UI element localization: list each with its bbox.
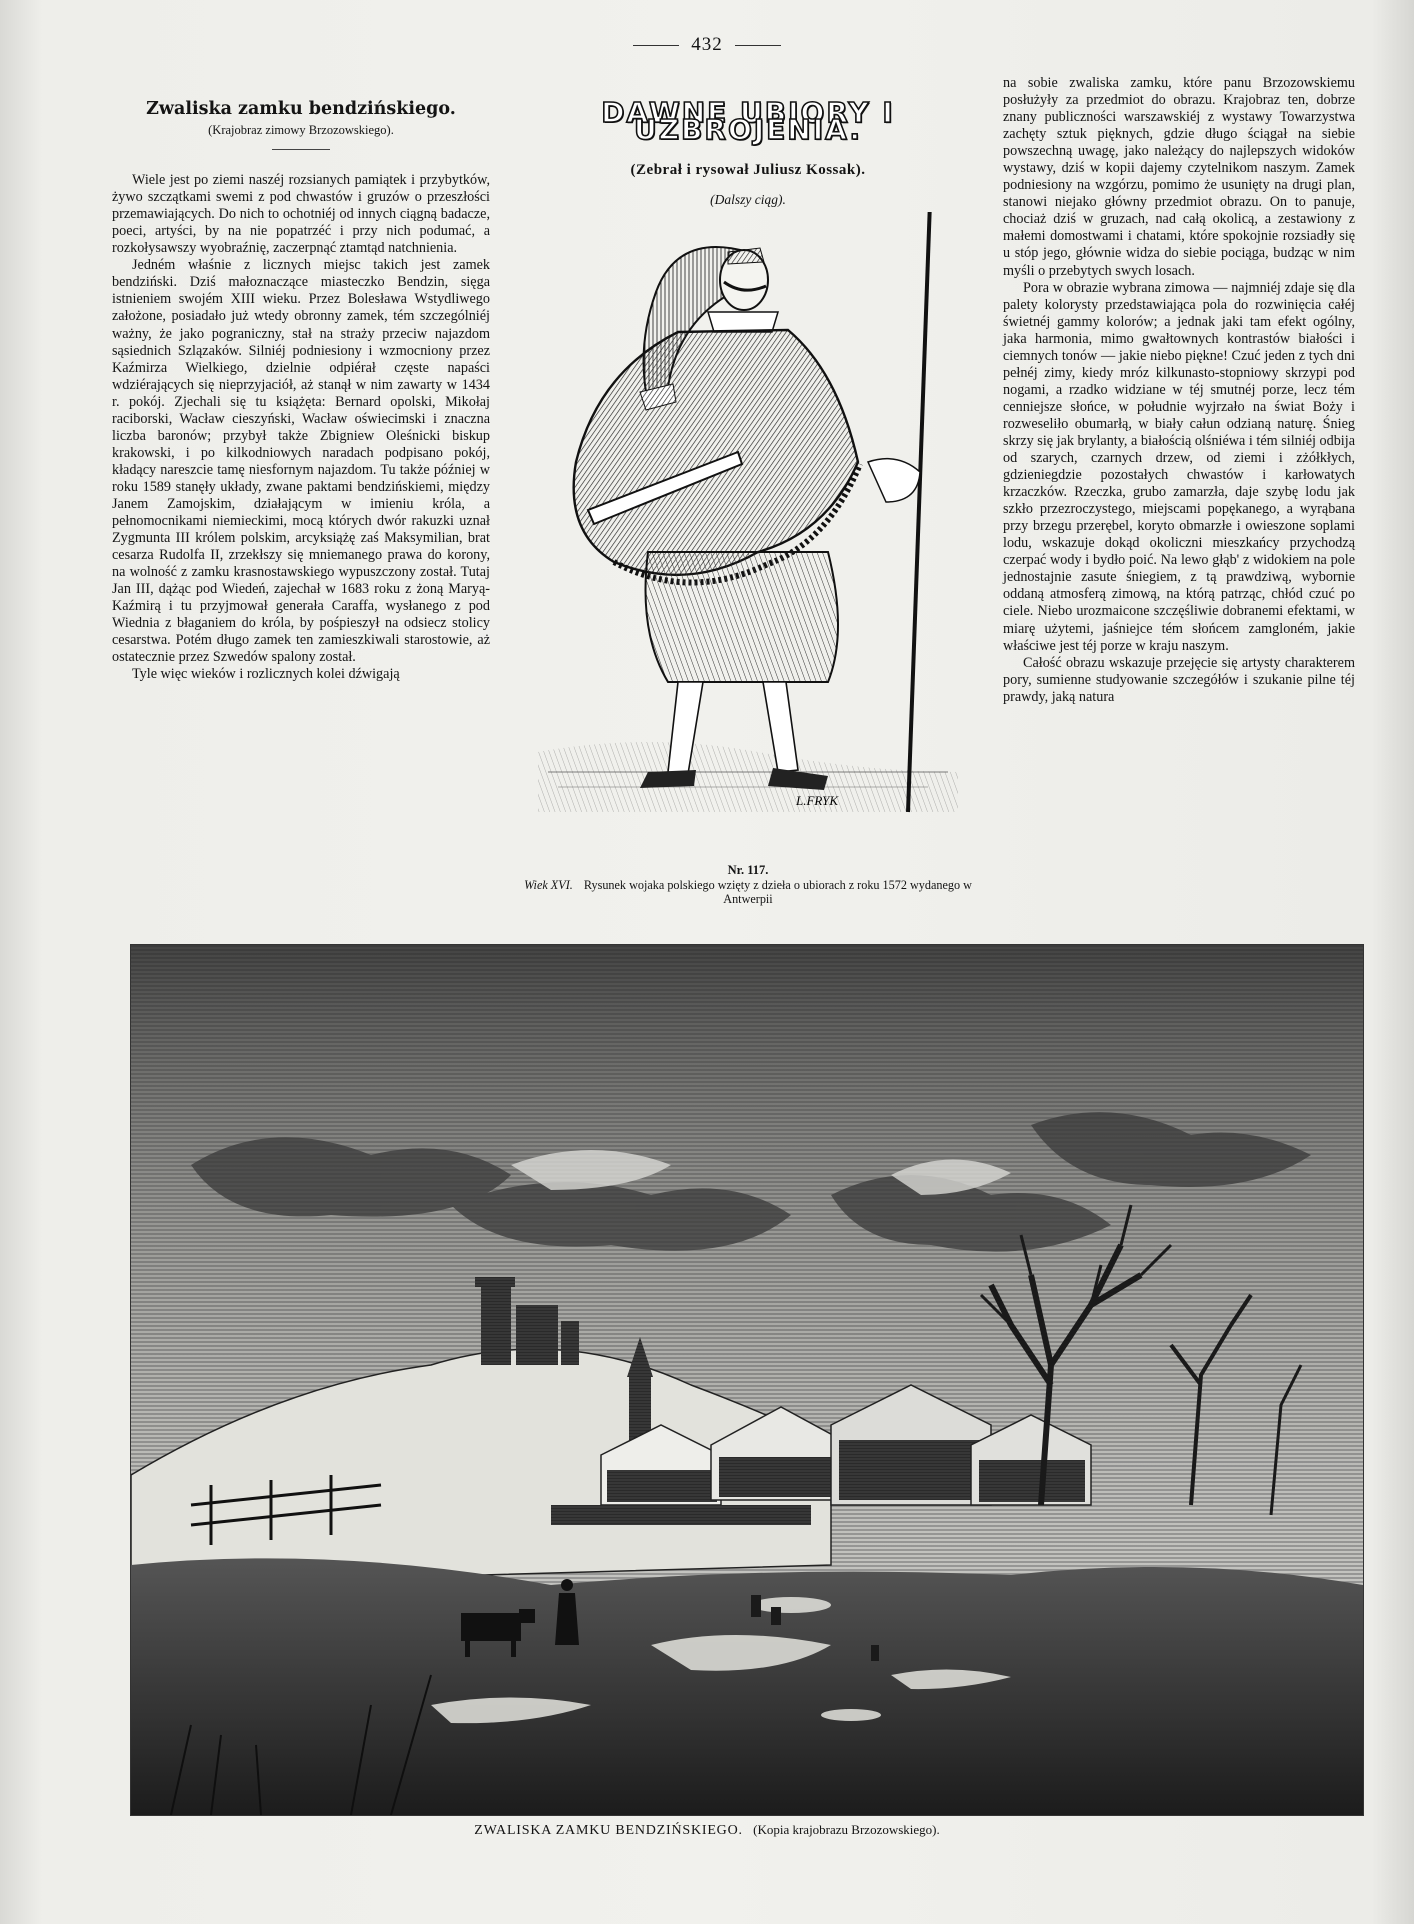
article-title: Zwaliska zamku bendzińskiego. <box>146 99 456 119</box>
series-credit: (Zebrał i rysował Juliusz Kossak). <box>630 162 866 179</box>
figure-era: Wiek XVI. <box>524 878 573 892</box>
left-column <box>112 97 490 684</box>
ruff-collar <box>708 312 778 332</box>
series-title: DAWNE UBIORY I UZBROJENIA. <box>601 96 895 147</box>
tunic <box>646 552 839 682</box>
wooden-bridge <box>551 1505 811 1525</box>
paragraph: Jedném właśnie z licznych miejsc takich jest zamek bendziński. Dziś małoznaczące miasteczko Bendzin, sięga istnieniem swojém XIII wieku. Przez Bolesława Wstydliwego założone, posiadało już wtedy obronny zamek, tém szczególniéj ważny, że jako pograniczny, stał na straży przeciw najazdom sąsiednich Szlązaków. Silniéj podniesiony i wzmocniony przez Kaźmirza Wielkiego, dzielnie odpiérał częste napaści wdziérających się nieprzyjaciół, aż stanął w nim zawarty w 1434 r. pokój. Zjechali się tu książęta: Bernard opolski, Mikołaj raciborski, Wacław cieszyński, Wacław oświecimski i znaczna liczba baronów; przybył także Zbigniew Oleśnicki biskup krakowski, i po kilkodniowych naradach podpisano pokój, kładący nareszcie tamę niesfornym najazdom. Tu także później w roku 1589 stanęły układy, zwane paktami bendzińskiemi, między Janem Zamojskim, działającym w imieniu króla, a pełnomocnikami niemieckimi, mocą których dwór rakuzki uznał Zygmunta III królem polskim, arcyksiążę zaś Maksymilian, brat cesarza Rudolfa II, zrzekłszy się mniemanego prawa do korony, na wolność z zamku krasnostawskiego wypuszczony został. Tutaj Jan III, dążąc pod Wiedeń, zajechał w 1683 roku z żoną Maryą-Kaźmirą i tu przyjmował generała Caraffa, wysłanego z pod Wiednia z błaganiem do króla, by pośpieszył na odsiecz stolicy cesarstwa. Potém długo zamek ten zamieszkiwali starostowie, aż ostatecznie przez Szwedów spalony został. <box>112 257 490 666</box>
soldier-engraving <box>528 212 968 852</box>
frozen-river <box>131 1558 1363 1815</box>
page-number: 432 <box>0 34 1414 56</box>
landscape-caption-title: ZWALISKA ZAMKU BENDZIŃSKIEGO. <box>474 1823 743 1838</box>
figure-number: Nr. 117. <box>727 863 769 877</box>
hand <box>868 459 920 502</box>
paragraph: na sobie zwaliska zamku, które panu Brzozowskiemu posłużyły za przedmiot do obrazu. Krajobraz ten, dobrze znany publiczności warszawskiéj z wystawy Towarzystwa zachęty sztuk pięknych, gdzie długo ściągał na siebie powszechną uwagę, jako należący do najlepszych widoków wystawy, dziś w kopii dajemy czytelnikom naszym. Zamek podniesiony na wzgórzu, pomimo że usunięty na drugi plan, stanowi niejako główny przedmiot obrazu. On to panuje, chociaż dziś w gruzach, nad całą okolicą, a zestawiony z małemi domostwami i chatami, które spokojnie rozsiadły się u stóp jego, głównie widza do siebie pociąga, budząc w nim myśli o przebytych swych losach. <box>1003 75 1355 279</box>
figure-caption <box>512 878 984 906</box>
paragraph: Pora w obrazie wybrana zimowa — najmniéj zdaje się dla palety kolorysty przedstawiająca pola do rozwinięcia całéj świetnéj gammy kolorów; a jednak jaki tam efekt ogólny, jaka harmonia, mimo gwałtownych kontrastów białości i ciemnych tonów — jakie niebo piękne! Czuć jeden z tych dni pełnéj zimy, kiedy mróz kilkunasto-stopniowy skrzypi pod nogami, a rzadko widziane w téj smutnéj porze, lecz tém cenniejsze słońce, w południe wyjrzało na świat Boży i rozweseliło obumarłą, w biały całun odzianą naturę. Śnieg skrzy się jak brylanty, a białością olśniéwa i tém silniéj odbija od szarych, czarnych drzew, od ziemi i zżółkłych, gdzieniegdzie pozostałych chwastów i karłowatych krzaczków. Rzeczka, grubo zamarzła, daje szybę lodu jak szkło przezroczystego, miejscami popękanego, a wyrąbana przy brzegu przerębel, koryto obmarzłe i owieszone soplami lodu, wskazuje dokąd okoliczni mieszkańcy przychodzą czerpać wody i bydło poić. Na lewo głąb' z widokiem na pole jednostajnie zasute śniegiem, z tą prawdziwą, wybornie oddaną atmosferą zimową, na którą patrząc, chłód czuć po ciele. Niebo urozmaicone szczęśliwie dobranemi efektami, w miarę użytemi, jaśniejce tém słońcem zamgloném, jakie właściwe jest téj porze w kraju naszym. <box>1003 279 1355 654</box>
middle-column-header <box>512 98 984 208</box>
divider <box>272 149 330 150</box>
paragraph: Całość obrazu wskazuje przejęcie się artysty charakterem pory, sumienne studyowanie szczegółów i szukanie pilne téj prawdy, jaką natura <box>1003 654 1355 705</box>
right-column <box>1003 75 1355 706</box>
castle-landscape-engraving <box>130 944 1364 1816</box>
figure-caption-text: Rysunek wojaka polskiego wzięty z dzieła o ubiorach z roku 1572 wydanego w Antwerpii <box>583 878 972 906</box>
paragraph: Tyle więc wieków i rozlicznych kolei dźwigają <box>132 666 400 683</box>
engraver-signature: L.FRYK <box>796 793 839 808</box>
cloak <box>574 330 858 575</box>
ground-shading <box>538 742 958 812</box>
landscape-caption-note: (Kopia krajobrazu Brzozowskiego). <box>753 1822 940 1837</box>
article-subtitle: (Krajobraz zimowy Brzozowskiego). <box>208 123 394 138</box>
paragraph: Wiele jest po ziemi naszéj rozsianych pamiątek i przybytków, żywo szczątkami swemi z pod chwastów i gruzów o przeszłości przemawiających. Do nich to ochotniéj od innych ciągną badacze, poeci, artyści, by na nie popatrzéć i przy nich podumać, a rozkołysawszy wyobraźnię, zaczerpnąć ztamtąd natchnienia. <box>112 172 490 257</box>
continued-note: (Dalszy ciąg). <box>710 192 786 208</box>
staff <box>908 212 930 812</box>
landscape-caption <box>0 1822 1414 1839</box>
left-boot <box>640 770 696 788</box>
